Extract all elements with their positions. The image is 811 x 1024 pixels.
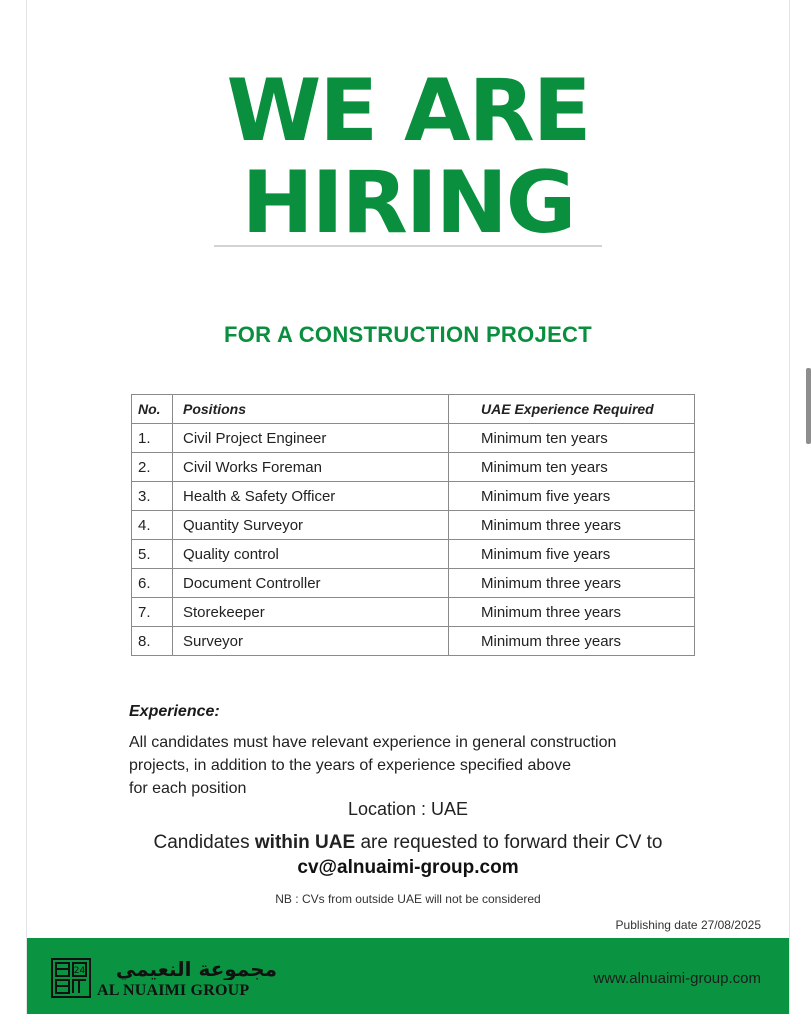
row-number: 6. [132,569,173,598]
logo-company-name: AL NUAIMI GROUP [97,982,250,999]
svg-text:24: 24 [73,966,86,976]
experience-heading: Experience: [129,703,220,720]
project-subtitle: FOR A CONSTRUCTION PROJECT [224,322,592,347]
header-positions: Positions [173,395,449,424]
location-text: Location : UAE [347,799,469,819]
row-experience: Minimum three years [449,627,695,656]
cta-after: are requested to forward their CV to [355,832,663,853]
header-experience: UAE Experience Required [449,395,695,424]
table-row [132,424,695,453]
table-row [132,482,695,511]
experience-line: All candidates must have relevant experience in general construction [129,734,617,751]
experience-line: for each position [129,780,247,797]
row-experience: Minimum ten years [449,424,695,453]
row-number: 3. [132,482,173,511]
cta-before: Candidates [153,832,255,853]
row-position: Surveyor [173,627,449,656]
experience-line: projects, in addition to the years of experience specified above [129,757,572,774]
headline-line-1: WE ARE [226,61,590,161]
row-experience: Minimum five years [449,482,695,511]
nb-note: NB : CVs from outside UAE will not be considered [275,892,541,906]
header-no: No. [132,395,173,424]
row-position: Document Controller [173,569,449,598]
logo-arabic-text: مجموعة النعيمي [115,957,277,980]
row-experience: Minimum three years [449,598,695,627]
table-row [132,627,695,656]
row-number: 8. [132,627,173,656]
row-position: Quality control [173,540,449,569]
table-row [132,511,695,540]
publishing-date: Publishing date 27/08/2025 [615,918,761,932]
row-number: 5. [132,540,173,569]
row-number: 7. [132,598,173,627]
row-experience: Minimum three years [449,569,695,598]
table-row [132,453,695,482]
logo-arabic-wordmark [99,956,281,980]
row-number: 2. [132,453,173,482]
row-experience: Minimum three years [449,511,695,540]
cv-instructions [27,832,789,854]
table-header-row [132,395,695,424]
row-position: Quantity Surveyor [173,511,449,540]
scrollbar-thumb[interactable] [806,368,811,444]
table-row [132,540,695,569]
cta-bold: within UAE [254,832,356,853]
row-position: Civil Works Foreman [173,453,449,482]
row-number: 4. [132,511,173,540]
cv-email-link[interactable]: cv@alnuaimi-group.com [297,857,519,878]
row-position: Civil Project Engineer [173,424,449,453]
positions-table [131,394,695,656]
hiring-poster [26,0,790,1014]
row-position: Health & Safety Officer [173,482,449,511]
row-experience: Minimum five years [449,540,695,569]
row-number: 1. [132,424,173,453]
row-experience: Minimum ten years [449,453,695,482]
experience-description [129,731,729,800]
row-position: Storekeeper [173,598,449,627]
headline-divider [214,245,602,247]
website-link[interactable]: www.alnuaimi-group.com [593,970,761,987]
logo-emblem-icon [51,958,91,998]
footer-bar [27,938,789,1014]
headline-line-2: HIRING [241,153,575,253]
table-row [132,598,695,627]
table-row [132,569,695,598]
al-nuaimi-logo [51,956,281,1000]
